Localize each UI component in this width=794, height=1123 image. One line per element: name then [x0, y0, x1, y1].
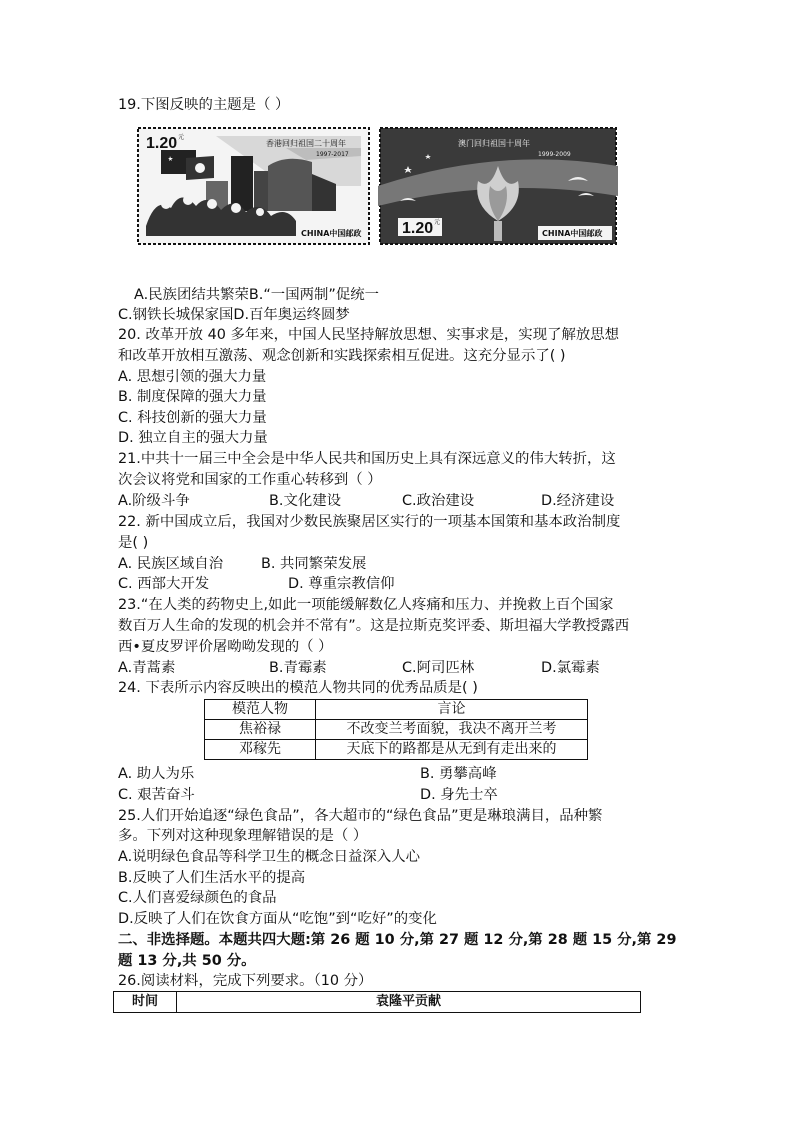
q22-stem-line1: 22. 新中国成立后，我国对少数民族聚居区实行的一项基本国策和基本政治制度	[118, 514, 621, 530]
macau-stamp-title: 澳门回归祖国十周年	[458, 139, 530, 148]
macau-stamp-unit: 元	[434, 219, 441, 226]
q20-option-b: B. 制度保障的强大力量	[118, 389, 267, 405]
q26-header-time: 时间	[114, 992, 177, 1013]
q20-stem-line2: 和改革开放相互激荡、观念创新和实践探索相互促进。这充分显示了( )	[118, 348, 566, 364]
hk-stamp-title: 香港回归祖国二十周年	[266, 139, 346, 148]
q24-option-b: B. 勇攀高峰	[420, 766, 497, 782]
q21-option-d: D.经济建设	[541, 493, 615, 509]
q22-option-b: B. 共同繁荣发展	[261, 556, 367, 572]
q24-table-header-row	[205, 700, 588, 720]
q23-stem-line3: 西•夏皮罗评价屠呦呦发现的（ ）	[118, 639, 333, 655]
q24-option-a: A. 助人为乐	[118, 766, 195, 782]
q24-option-d: D. 身先士卒	[420, 787, 498, 803]
q19-options-line2: C.钢铁长城保家国D.百年奥运终圆梦	[118, 307, 350, 323]
hk-stamp-years: 1997-2017	[316, 151, 349, 158]
q24-cell-person: 邓稼先	[205, 740, 316, 760]
q25-option-c: C.人们喜爱绿颜色的食品	[118, 890, 277, 906]
q24-cell-person: 焦裕禄	[205, 720, 316, 740]
q26-table-header-row	[114, 992, 641, 1013]
q25-stem-line1: 25.人们开始追逐“绿色食品”，各大超市的“绿色食品”更是琳琅满目，品种繁	[118, 808, 603, 824]
q22-stem-line2: 是( )	[118, 535, 149, 551]
q25-option-a: A.说明绿色食品等科学卫生的概念日益深入人心	[118, 849, 420, 865]
q26-stem: 26.阅读材料，完成下列要求。（10 分）	[118, 973, 373, 989]
q25-option-b: B.反映了人们生活水平的提高	[118, 870, 306, 886]
q21-option-b: B.文化建设	[269, 493, 342, 509]
hk-stamp-value: 1.20	[146, 135, 178, 152]
table-row	[205, 740, 588, 760]
q19-stem: 19.下图反映的主题是（ ）	[118, 97, 290, 113]
q20-stem-line1: 20. 改革开放 40 多年来，中国人民坚持解放思想、实事求是，实现了解放思想	[118, 327, 620, 343]
q24-header-quote: 言论	[316, 700, 588, 720]
q23-stem-line2: 数百万人生命的发现的机会并不常有”。这是拉斯克奖评委、斯坦福大学教授露西	[118, 618, 630, 634]
q23-option-b: B.青霉素	[269, 660, 327, 676]
q22-option-c: C. 西部大开发	[118, 576, 210, 592]
q21-stem-line1: 21.中共十一届三中全会是中华人民共和国历史上具有深远意义的伟大转折，这	[118, 451, 616, 467]
macau-stamp-post: CHINA中国邮政	[542, 229, 603, 238]
macau-stamp-image	[378, 126, 618, 246]
q20-option-d: D. 独立自主的强大力量	[118, 430, 268, 446]
q20-option-c: C. 科技创新的强大力量	[118, 410, 267, 426]
q25-option-d: D.反映了人们在饮食方面从“吃饱”到“吃好”的变化	[118, 911, 437, 927]
hong-kong-stamp-image	[136, 126, 371, 246]
q21-stem-line2: 次会议将党和国家的工作重心转移到（ ）	[118, 472, 382, 488]
section2-heading-line1: 二、非选择题。本题共四大题:第 26 题 10 分,第 27 题 12 分,第 28 题 15 分,第 29	[118, 932, 677, 948]
macau-stamp-years: 1999-2009	[538, 151, 571, 158]
q24-table	[204, 699, 588, 760]
section2-heading-line2: 题 13 分,共 50 分。	[118, 953, 256, 969]
q23-option-c: C.阿司匹林	[402, 660, 475, 676]
q24-header-person: 模范人物	[205, 700, 316, 720]
hk-stamp-post: CHINA中国邮政	[301, 229, 362, 238]
q24-option-c: C. 艰苦奋斗	[118, 787, 195, 803]
q19-options-line1: A.民族团结共繁荣B.“一国两制”促统一	[134, 287, 379, 303]
table-row	[205, 720, 588, 740]
q26-header-contribution: 袁隆平贡献	[177, 992, 641, 1013]
q21-option-a: A.阶级斗争	[118, 493, 190, 509]
q23-option-a: A.青蒿素	[118, 660, 176, 676]
q24-cell-quote: 不改变兰考面貌，我决不离开兰考	[316, 720, 588, 740]
q24-stem: 24. 下表所示内容反映出的模范人物共同的优秀品质是( )	[118, 680, 478, 696]
q22-option-a: A. 民族区域自治	[118, 556, 224, 572]
macau-stamp-value: 1.20	[402, 220, 434, 237]
q21-option-c: C.政治建设	[402, 493, 475, 509]
q23-stem-line1: 23.“在人类的药物史上,如此一项能缓解数亿人疼痛和压力、并挽救上百个国家	[118, 597, 614, 613]
hk-stamp-unit: 元	[178, 134, 185, 141]
q24-cell-quote: 天底下的路都是从无到有走出来的	[316, 740, 588, 760]
q20-option-a: A. 思想引领的强大力量	[118, 369, 267, 385]
q22-option-d: D. 尊重宗教信仰	[288, 576, 395, 592]
q26-table	[113, 991, 641, 1013]
q25-stem-line2: 多。下列对这种现象理解错误的是（ ）	[118, 828, 368, 844]
q23-option-d: D.氯霉素	[541, 660, 600, 676]
